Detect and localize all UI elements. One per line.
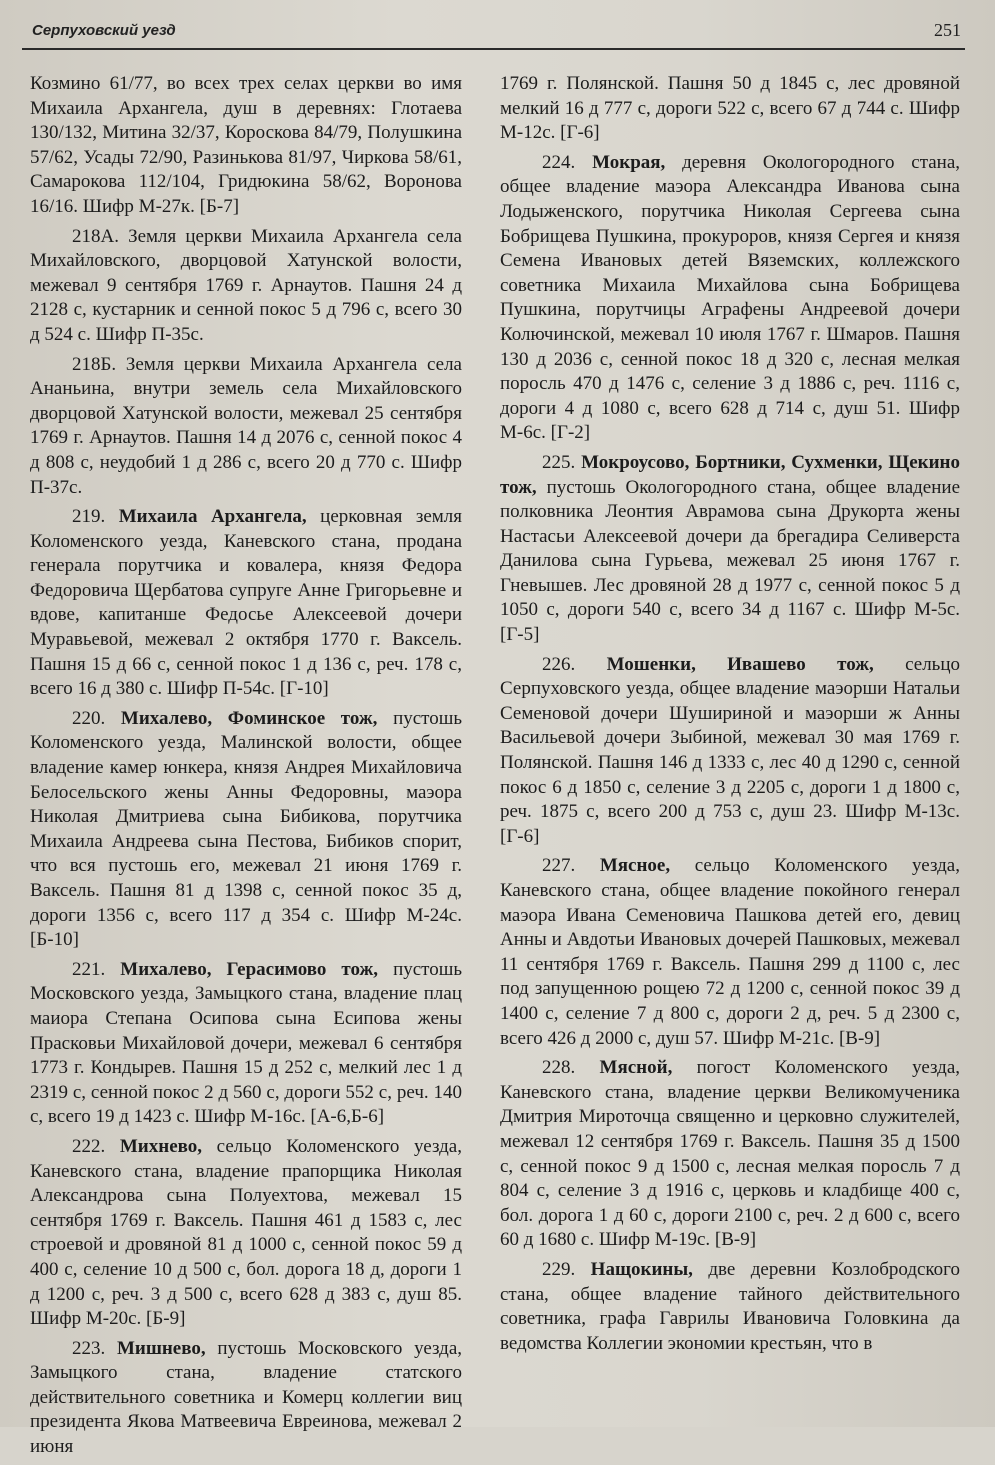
entry-text: пустошь Коломенского уезда, Малинской волости, общее владение камер юнкера, князя Андрея Михайловича Белосельского жены Анны Федоровны, маэора Николая Дмитриева сына Бибикова, порутчика Михаила Андреева сына Пестова, Бибиков спорит, что вся пустошь его, межевал 21 июня 1769 г. Ваксель. Пашня 81 д 1398 с, сенной покос 35 д, дороги 1356 с, всего 117 д 354 с. Шифр М-24с. [Б-10] [30,707,463,951]
entry-paragraph [30,958,462,1130]
entry-name: Мясное, [599,855,671,877]
entry-number: 224. [542,151,576,173]
entry-text: сельцо Коломенского уезда, Каневского стана, общее владение покойного генерал маэора Ивана Семеновича Пашкова детей его, девиц Анны и Авдотьи Ивановых дочерей Пашковых, межевал 11 сентября 1769 г. Ваксель. Пашня 299 д 1100 с, лес под запущенною рощею 72 д 1200 с, сенной покос 39 д 1400 с, селение 7 д 800 с, дороги 2 д, реч. 5 д 2300 с, всего 426 д 2000 с, душ 57. Шифр М-21с. [В-9] [500,855,960,1049]
entry-text: две деревни Козлобродского стана, общее владение тайного действительного советника, графа Гаврилы Ивановича Головкина да ведомства Коллегии экономии крестьян, что в [500,1258,960,1354]
entry-name: Михалево, Фоминское тож, [120,707,378,729]
entry-paragraph [30,1135,462,1332]
entry-number: 226. [542,653,576,675]
entry-number: 223. [72,1337,106,1359]
entry-text: 1769 г. Полянской. Пашня 50 д 1845 с, лес дровяной мелкий 16 д 777 с, дороги 522 с, всего 67 д 744 с. Шифр М-12с. [Г-6] [500,73,960,144]
right-column [500,72,960,1361]
entry-text: погост Коломенского уезда, Каневского стана, владение церкви Великомученика Дмитрия Мироточца священно и церковно служителей, межевал 12 сентября 1769 г. Ваксель. Пашня 35 д 1500 с, сенной покос 9 д 1500 с, лесная мелкая поросль 7 д 804 с, селение 3 д 1916 с, церковь и кладбище 400 с, бол. дорога 1 д 60 с, дороги 2100 с, реч. 2 д 600 с, всего 60 д 1680 с. Шифр М-19с. [В-9] [500,1057,961,1251]
entry-text: пустошь Окологородного стана, общее владение полковника Леонтия Аврамова сына Друкорта жены Настасьи Алексеевой дочери да брегадира Селиверста Данилова сына Гурьева, межевал 25 июня 1767 г. Гневышев. Лес дровяной 28 д 1977 с, сенной покос 5 д 1050 с, дороги 540 с, всего 34 д 1167 с. Шифр М-5с. [Г-5] [500,476,960,646]
running-head: Серпуховский уезд [32,22,176,39]
entry-name: Мишнево, [116,1337,206,1359]
entry-paragraph [30,505,462,702]
entry-name: Нащокины, [590,1258,693,1280]
entry-name: Михалево, Герасимово тож, [120,958,379,980]
entry-text: сельцо Коломенского уезда, Каневского стана, владение прапорщика Николая Александрова сына Полуехтова, межевал 15 сентября 1769 г. Ваксель. Пашня 461 д 1583 с, лес строевой и дровяной 81 д 1000 с, сенной покос 59 д 400 с, селение 10 д 500 с, бол. дорога 18 д, дороги 1 д 1200 с, реч. 3 д 500 с, всего 628 д 383 с, душ 85. Шифр М-20с. [Б-9] [30,1135,462,1330]
page-header [22,18,965,50]
entry-text: 218Б. Земля церкви Михаила Архангела села Ананьина, внутри земель села Михайловского дворцовой Хатунской волости, межевал 25 сентября 1769 г. Арнаутов. Пашня 14 д 2076 с, сенной покос 4 д 808 с, неудобий 1 д 286 с, всего 20 д 770 с. Шифр П-37с. [30,353,462,498]
entry-text: пустошь Московского уезда, Замыцкого стана, владение статского действительного советника и Комерц коллегии виц президента Якова Матвеевича Евреинова, межевал 2 июня [30,1337,463,1458]
entry-paragraph [500,72,960,146]
entry-paragraph [30,72,462,220]
entry-paragraph [500,653,960,850]
page-number: 251 [934,20,961,40]
entry-name: Мокроусово, Бортники, Сухменки, Щекино тож, [500,451,960,498]
entry-name: Мокрая, [592,151,666,173]
entry-paragraph [30,707,462,953]
entry-name: Мясной, [599,1057,673,1079]
entry-number: 228. [542,1057,576,1079]
entry-number: 220. [72,707,106,729]
entry-paragraph [500,1258,960,1356]
entry-paragraph [500,451,960,648]
entry-text: деревня Окологородного стана, общее владение маэора Александра Иванова сына Лодыженского, порутчика Николая Сергеева сына Бобрищева Пушкина, прокуроров, князя Сергея и князя Семена Ивановых детей Вяземских, коллежского советника Михаила Михайлова сына Бобрищева Пушкина, порутчицы Аграфены Андреевой дочери Колючинской, межевал 10 июля 1767 г. Шмаров. Пашня 130 д 2036 с, сенной покос 18 д 320 с, лесная мелкая поросль 470 д 1476 с, селение 3 д 1886 с, реч. 1116 с, дороги 4 д 1080 с, всего 628 д 714 с, душ 51. Шифр М-6с. [Г-2] [500,151,961,444]
entry-text: пустошь Московского уезда, Замыцкого стана, владение плац маиора Степана Осипова сына Есипова жены Прасковьи Михайловой дочери, межевал 6 сентября 1773 г. Кондырев. Пашня 15 д 252 с, мелкий лес 1 д 2319 с, сенной покос 2 д 560 с, дороги 552 с, реч. 140 с, всего 19 д 1423 с. Шифр М-16с. [А-6,Б-6] [30,958,463,1128]
entry-number: 229. [542,1258,576,1280]
entry-text: церковная земля Коломенского уезда, Каневского стана, продана генерала порутчика и ковалера, князя Федора Федоровича Щербатова супруге Анне Григорьевне и вдове, капитанше Федосье Алексеевой дочери Муравьевой, межевал 2 октября 1770 г. Ваксель. Пашня 15 д 66 с, сенной покос 1 д 136 с, реч. 178 с, всего 16 д 380 с. Шифр П-54с. [Г-10] [30,506,462,700]
entry-text: 218А. Земля церкви Михаила Архангела села Михайловского, дворцовой Хатунской волости, межевал 9 сентября 1769 г. Арнаутов. Пашня 24 д 2128 с, кустарник и сенной покос 5 д 796 с, всего 30 д 524 с. Шифр П-35с. [30,225,462,345]
entry-name: Михнево, [119,1135,203,1157]
entry-paragraph [500,1056,960,1253]
entry-paragraph [30,225,462,348]
entry-paragraph [30,353,462,501]
entry-text: сельцо Серпуховского уезда, общее владение маэорши Натальи Семеновой дочери Шушириной и маэорши ж Анны Васильевой дочери Зыбиной, межевал 30 мая 1769 г. Полянской. Пашня 146 д 1333 с, лес 40 д 1290 с, сенной покос 6 д 1850 с, селение 3 д 2205 с, дороги 1 д 1800 с, реч. 1875 с, всего 200 д 753 с, душ 23. Шифр М-13с. [Г-6] [500,653,961,847]
entry-text: Козмино 61/77, во всех трех селах церкви во имя Михаила Архангела, душ в деревнях: Глотаева 130/132, Митина 32/37, Короскова 84/79, Полушкина 57/62, Усады 72/90, Разинькова 81/97, Чиркова 58/61, Самарокова 112/104, Гридюкина 58/62, Воронова 16/16. Шифр М-27к. [Б-7] [30,73,462,217]
entry-number: 222. [72,1135,106,1157]
entry-name: Мошенки, Ивашево тож, [606,653,874,675]
entry-number: 227. [542,855,576,877]
entry-number: 225. [542,451,576,473]
entry-name: Михаила Архангела, [118,506,307,528]
entry-paragraph [500,854,960,1051]
entry-number: 221. [72,958,106,980]
entry-paragraph [30,1337,462,1460]
left-column [30,72,462,1465]
entry-paragraph [500,151,960,446]
entry-number: 219. [72,506,106,528]
